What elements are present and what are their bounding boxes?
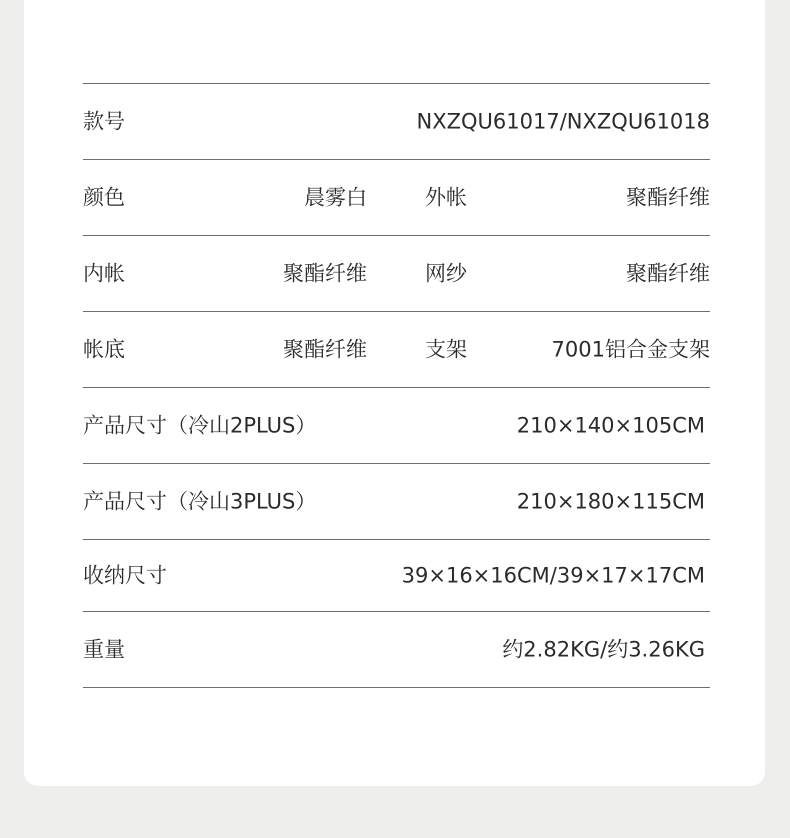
inner-tent-label: 内帐	[83, 261, 125, 285]
weight-value: 约2.82KG/约3.26KG	[502, 637, 705, 661]
size-2plus-label: 产品尺寸（冷山2PLUS）	[83, 413, 317, 437]
color-label: 颜色	[83, 185, 125, 209]
outer-tent-label: 外帐	[425, 185, 467, 209]
color-value: 晨雾白	[304, 185, 367, 209]
spec-row-floor-frame	[83, 312, 710, 388]
frame-label: 支架	[425, 337, 467, 361]
spec-row-packed-size	[83, 540, 710, 612]
size-2plus-value: 210×140×105CM	[516, 413, 705, 437]
tent-floor-value: 聚酯纤维	[283, 337, 367, 361]
spec-row-size-2plus	[83, 388, 710, 464]
size-3plus-value: 210×180×115CM	[516, 489, 705, 513]
spec-row-color-outer	[83, 160, 710, 236]
size-3plus-label: 产品尺寸（冷山3PLUS）	[83, 489, 317, 513]
spec-row-size-3plus	[83, 464, 710, 540]
mesh-label: 网纱	[425, 261, 467, 285]
spec-row-inner-mesh	[83, 236, 710, 312]
inner-tent-value: 聚酯纤维	[283, 261, 367, 285]
weight-label: 重量	[83, 637, 125, 661]
mesh-value: 聚酯纤维	[626, 261, 710, 285]
spec-row-weight	[83, 612, 710, 688]
model-value: NXZQU61017/NXZQU61018	[416, 109, 710, 133]
packed-size-value: 39×16×16CM/39×17×17CM	[401, 563, 705, 587]
spec-row-model	[83, 84, 710, 160]
tent-floor-label: 帐底	[83, 337, 125, 361]
spec-table	[83, 83, 710, 688]
packed-size-label: 收纳尺寸	[83, 563, 167, 587]
frame-value: 7001铝合金支架	[551, 337, 710, 361]
model-label: 款号	[83, 109, 125, 133]
outer-tent-value: 聚酯纤维	[626, 185, 710, 209]
